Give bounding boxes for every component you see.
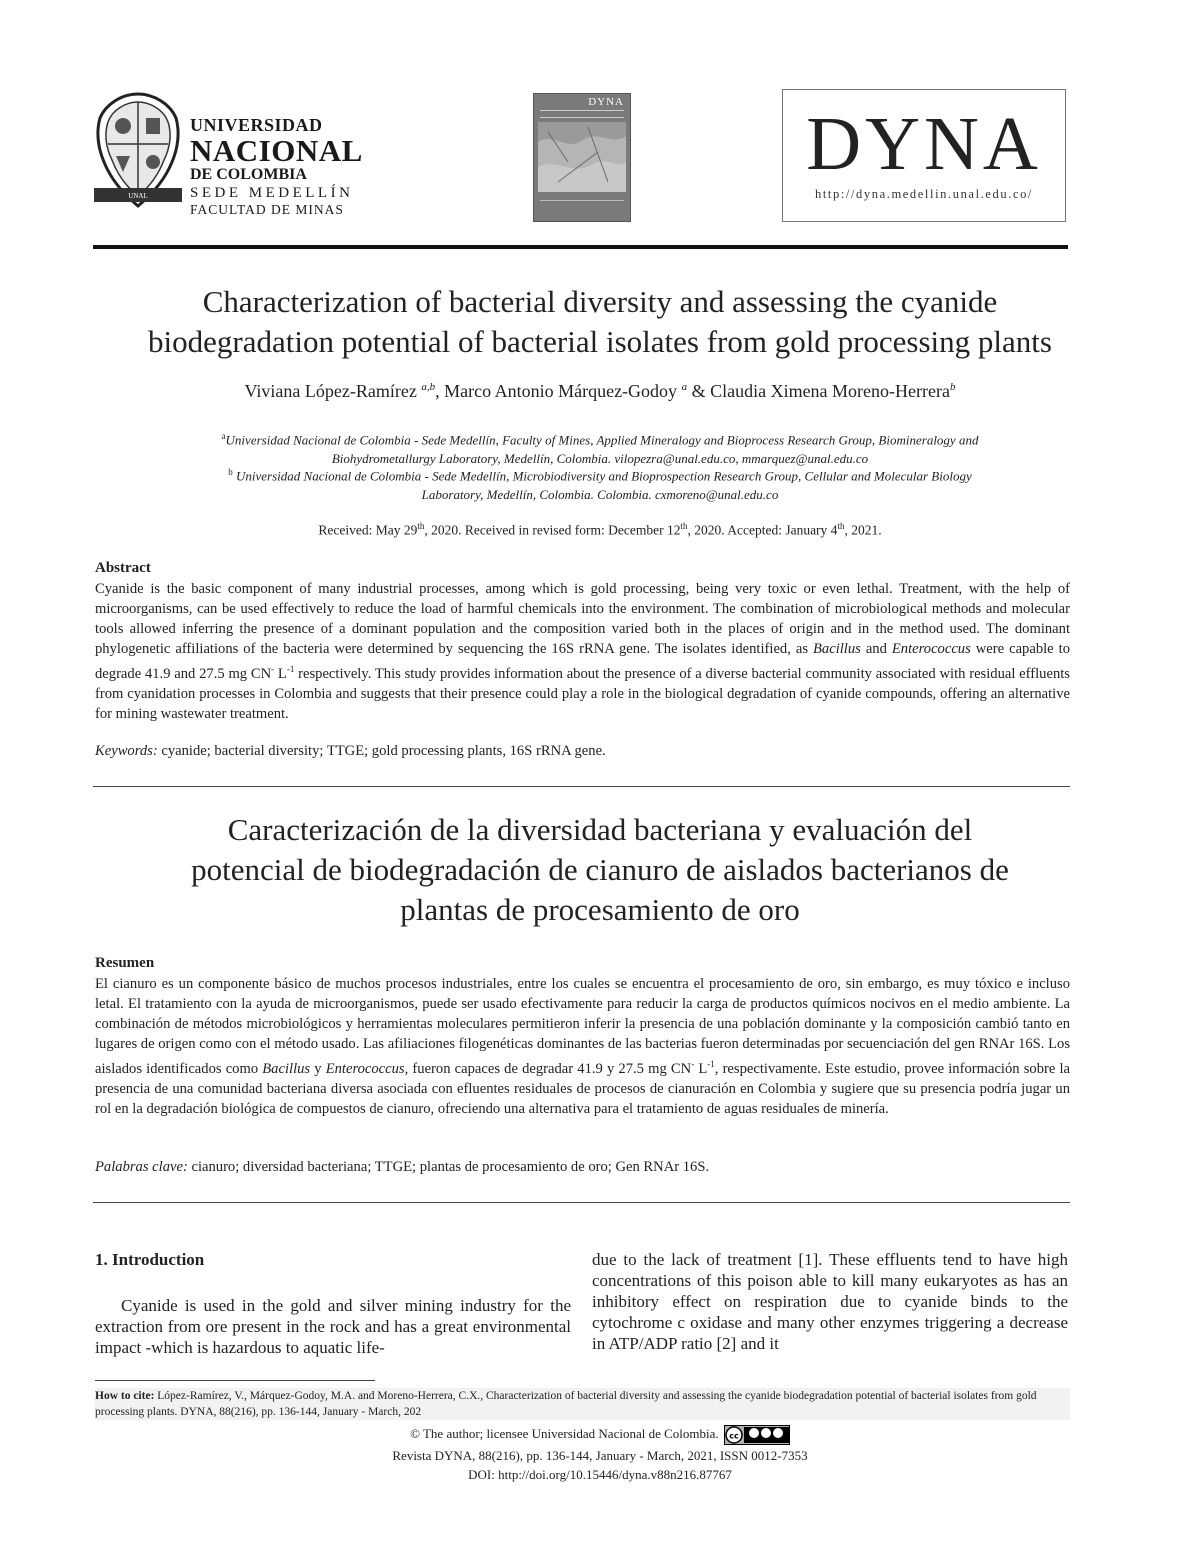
resumen-heading: Resumen xyxy=(95,955,155,971)
resumen-text: fueron capaces de degradar 41.9 y 27.5 mg CN xyxy=(408,1060,692,1077)
affiliation-mark: b xyxy=(228,467,233,477)
affiliation-line: Universidad Nacional de Colombia - Sede Medellín, Microbiodiversity and Bioprospection Research Group, Cellular and Molecular Biology xyxy=(236,468,972,484)
journal-name: DYNA xyxy=(806,102,1042,186)
author-separator: , xyxy=(435,381,445,401)
abstract-heading: Abstract xyxy=(95,560,151,576)
genus-name: Enterococcus, xyxy=(325,1060,409,1077)
resumen-text: L xyxy=(694,1060,708,1077)
title-es-line: plantas de procesamiento de oro xyxy=(400,892,800,927)
affiliation-line: Laboratory, Medellín, Colombia. Colombia. cxmoreno@unal.edu.co xyxy=(421,487,779,503)
svg-text:cc: cc xyxy=(729,1431,739,1441)
intro-left-column: Cyanide is used in the gold and silver mining industry for the extraction from ore present in the rock and has a great environmental impact -which is hazardous to aquatic life- xyxy=(95,1296,571,1357)
section-divider xyxy=(93,1202,1070,1203)
resumen-text: y xyxy=(310,1060,326,1077)
resumen-text: El cianuro es un componente básico de muchos procesos industriales, entre los cuales se encuentra el procesamiento de oro, sin embargo, es muy tóxico e incluso letal. El tratamiento con la ayuda de microorganismos, puede ser usado efectivamente para reducir la carga de productos químicos nocivos en el medio ambiente. La combinación de métodos microbiológicos y herramientas moleculares permitieron inferir la presencia de una población dominante y la composición cambió tanto en lugares de origen como con el método usado. Las afiliaciones filogenéticas dominantes de las bacterias fueron determinadas por secuenciación del gen RNAr 16S. Los aislados identificados como xyxy=(95,976,1070,1077)
affiliation-b xyxy=(100,463,1100,504)
journal-logo-box xyxy=(782,89,1066,222)
journal-cover-image xyxy=(533,93,631,222)
footnote-rule xyxy=(95,1380,375,1381)
abstract-text: were capable to degrade 41.9 and 27.5 mg CN xyxy=(95,641,1070,682)
keywords-label: Keywords: xyxy=(95,743,158,759)
creative-commons-icon[interactable] xyxy=(724,1425,790,1445)
abstract-text: Cyanide is the basic component of many industrial processes, among which is gold processing, being very toxic or even lethal. Treatment, with the help of microorganisms, can be used effectively to reduce the load of harmful chemicals into the environment. The combination of microbiological methods and molecular tools allowed inferring the presence of a dominant population and the composition varied both in the places of origin and in the method used. The dominant phylogenetic affiliations of the bacteria were determined by sequencing the 16S rRNA gene. The isolates identified, as xyxy=(95,581,1070,657)
author-name: Marco Antonio Márquez-Godoy xyxy=(444,381,678,401)
cover-footer xyxy=(540,200,624,215)
how-to-cite-label: How to cite: xyxy=(95,1390,155,1402)
palabras-label: Palabras clave: xyxy=(95,1159,188,1175)
author-affiliation-mark: b xyxy=(949,381,956,393)
university-line-3: DE COLOMBIA xyxy=(190,166,307,183)
resumen-body xyxy=(95,974,1070,1119)
genus-name: Bacillus xyxy=(262,1060,311,1077)
journal-citation-line: Revista DYNA, 88(216), pp. 136-144, January - March, 2021, ISSN 0012-7353 xyxy=(392,1448,808,1463)
affiliation-line: Universidad Nacional de Colombia - Sede Medellín, Faculty of Mines, Applied Mineralogy and Bioprocess Research Group, Biomineralogy and xyxy=(225,432,979,448)
superscript: -1 xyxy=(286,664,295,674)
university-logo xyxy=(92,88,392,228)
section-divider xyxy=(93,786,1070,787)
ordinal-suffix: th xyxy=(837,521,845,531)
received-text: , 2021. xyxy=(844,522,882,538)
author-name: Claudia Ximena Moreno-Herrera xyxy=(710,381,950,401)
license-text: © The author; licensee Universidad Nacional de Colombia. xyxy=(410,1426,719,1441)
cover-rule xyxy=(540,110,624,118)
article-title-en xyxy=(60,282,1140,362)
genus-name: Enterococcus xyxy=(891,641,971,657)
received-text: , 2020. Received in revised form: December 12 xyxy=(424,522,681,538)
author-affiliation-mark: a,b xyxy=(421,381,436,393)
received-text: , 2020. Accepted: January 4 xyxy=(687,522,838,538)
title-es-line: potencial de biodegradación de cianuro de aislados bacterianos de xyxy=(191,852,1009,887)
cover-map-icon xyxy=(538,122,626,192)
palabras-clave xyxy=(95,1159,1070,1176)
affiliation-line: Biohydrometallurgy Laboratory, Medellín, Colombia. vilopezra@unal.edu.co, mmarquez@unal.edu.co xyxy=(331,451,869,467)
received-text: Received: May 29 xyxy=(318,522,418,538)
cover-title: DYNA xyxy=(588,96,624,108)
affiliation-mark: a xyxy=(221,431,226,441)
ordinal-suffix: th xyxy=(680,521,688,531)
article-title-es xyxy=(60,810,1140,930)
abstract-text: L xyxy=(274,665,287,682)
abstract-body xyxy=(95,579,1070,724)
genus-name: Bacillus xyxy=(813,641,861,657)
license-line xyxy=(0,1425,1200,1445)
university-seal-icon xyxy=(92,88,184,212)
university-line-5: FACULTAD DE MINAS xyxy=(190,202,344,217)
keywords xyxy=(95,743,1070,760)
resumen-text: , respectivamente. Este estudio, provee información sobre la presencia de una comunidad bacteriana diversa asociada con efluentes residuales de procesos de cianuración en Colombia y sugiere que su presencia podría jugar un rol en la degradación biológica de compuestos de cianuro, ofreciendo una alternativa para el tratamiento de aguas residuales de minería. xyxy=(95,1060,1071,1117)
title-es-line: Caracterización de la diversidad bacteriana y evaluación del xyxy=(227,812,973,847)
svg-text:UNAL: UNAL xyxy=(128,192,148,200)
author-name: Viviana López-Ramírez xyxy=(244,381,417,401)
university-line-2: NACIONAL xyxy=(190,133,363,168)
doi-line[interactable]: DOI: http://doi.org/10.15446/dyna.v88n216.87767 xyxy=(468,1467,732,1482)
superscript: - xyxy=(691,1059,695,1069)
ordinal-suffix: th xyxy=(417,521,425,531)
introduction-heading: 1. Introduction xyxy=(95,1250,205,1269)
author-affiliation-mark: a xyxy=(681,381,688,393)
title-en-line: Characterization of bacterial diversity and assessing the cyanide xyxy=(202,284,998,319)
university-line-1: UNIVERSIDAD xyxy=(190,115,323,135)
abstract-text: and xyxy=(860,641,892,657)
author-list xyxy=(60,381,1140,402)
palabras-text: cianuro; diversidad bacteriana; TTGE; plantas de procesamiento de oro; Gen RNAr 16S. xyxy=(187,1159,710,1175)
header-rule xyxy=(93,245,1068,249)
title-en-line: biodegradation potential of bacterial isolates from gold processing plants xyxy=(148,324,1052,359)
author-separator: & xyxy=(687,381,711,401)
how-to-cite-text: López-Ramírez, V., Márquez-Godoy, M.A. and Moreno-Herrera, C.X., Characterization of bacterial diversity and assessing the cyanide biodegradation potential of bacterial isolates from gold processing plants. DYNA, 88(216), pp. 136-144, January - March, 202 xyxy=(95,1390,1037,1418)
intro-right-column: due to the lack of treatment [1]. These effluents tend to have high concentrations of this poison able to kill many eukaryotes as has an inhibitory effect on respiration due to cyanide binds to the cytochrome c oxidase and many other enzymes triggering a decrease in ATP/ADP ratio [2] and it xyxy=(592,1250,1068,1353)
how-to-cite xyxy=(95,1388,1070,1420)
abstract-text: respectively. This study provides information about the presence of a diverse bacterial community associated with residual effluents from cyanidation processes in Colombia and suggests that their presence could play a role in the biological degradation of cyanide compounds, offering an alternative for mining wastewater treatment. xyxy=(95,665,1070,722)
received-dates xyxy=(60,521,1140,539)
journal-url[interactable]: http://dyna.medellin.unal.edu.co/ xyxy=(814,187,1034,201)
superscript: - xyxy=(271,664,275,674)
keywords-text: cyanide; bacterial diversity; TTGE; gold processing plants, 16S rRNA gene. xyxy=(157,743,606,759)
university-name xyxy=(190,116,363,217)
superscript: -1 xyxy=(707,1059,715,1069)
university-line-4: SEDE MEDELLÍN xyxy=(190,185,354,201)
